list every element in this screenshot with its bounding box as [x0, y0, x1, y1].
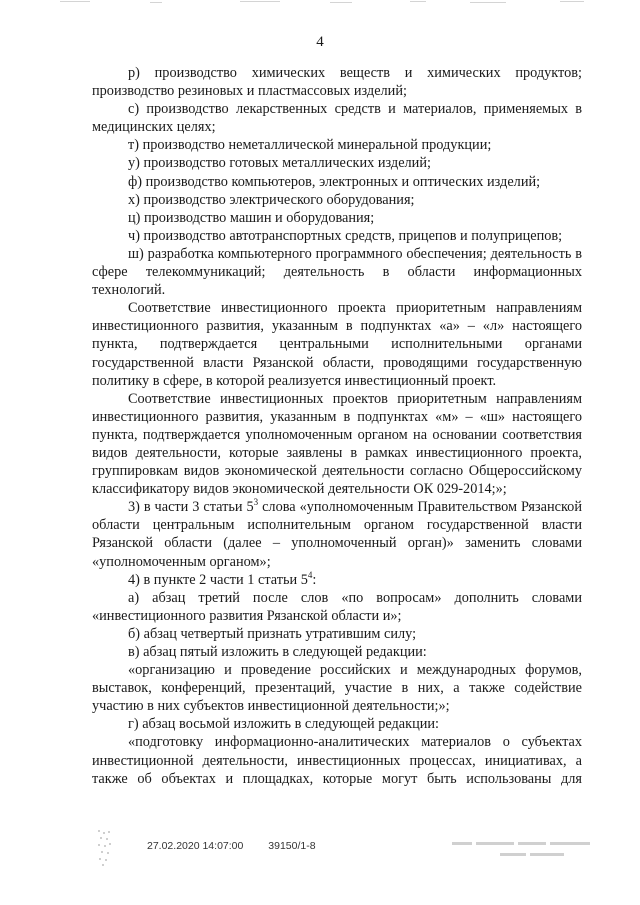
list-item-r: р) производство химических веществ и химических продуктов; производство резиновых и пластмассовых изделий; [92, 65, 582, 100]
list-item-f: ф) производство компьютеров, электронных и оптических изделий; [128, 173, 541, 190]
paragraph-compliance-a-l: Соответствие инвестиционного проекта приоритетным направлениям инвестиционного развития, указанным в подпунктах «а» – «л» настоящего пункта, подтверждается центральными исполнительными органами государственной власти Рязанской области, проводящими государственную политику в сфере, в которой реализуется инвестиционный проект. [92, 300, 582, 389]
amendment-item-4-lead: 4) в пункте 2 части 1 статьи 5 [128, 571, 308, 588]
list-item-u: у) производство готовых металлических изделий; [128, 155, 431, 172]
quoted-text-forums: «организацию и проведение российских и международных форумов, выставок, конференций, презентаций, участие в них, а также содействие участию в них субъектов инвестиционной деятельности;»; [92, 662, 582, 715]
scan-mark-icon [96, 828, 114, 868]
amendment-item-3-rest: слова «уполномоченным Правительством Рязанской области центральным исполнительным органом государственной власти Рязанской области (далее – уполномоченный орган)» заменить словами «уполномоченным органом»; [92, 499, 582, 570]
subitem-a: а) абзац третий после слов «по вопросам» дополнить словами «инвестиционного развития Рязанской области и»; [92, 589, 582, 624]
footer-timestamp: 27.02.2020 14:07:00 [147, 840, 244, 852]
subitem-g: г) абзац восьмой изложить в следующей редакции: [128, 716, 440, 733]
quoted-text-analytics: «подготовку информационно-аналитических материалов о субъектах инвестиционной деятельности, инвестиционных процессах, инициативах, а также об объектах и площадках, которые могут быть использованы для [92, 734, 582, 787]
list-item-ch: ч) производство автотранспортных средств, прицепов и полуприцепов; [128, 227, 563, 244]
amendment-item-3-sup: 3 [253, 497, 259, 508]
subitem-v: в) абзац пятый изложить в следующей редакции: [128, 644, 427, 660]
faded-stamp-mark [446, 838, 596, 862]
amendment-item-4 [92, 571, 582, 589]
footer-doc-id: 39150/1-8 [268, 840, 316, 852]
page-number: 4 [316, 34, 324, 50]
subitem-b: б) абзац четвертый признать утратившим силу; [128, 625, 417, 642]
document-body [92, 64, 582, 788]
amendment-item-3 [92, 498, 582, 570]
amendment-item-3-lead: 3) в части 3 статьи 5 [128, 499, 254, 516]
scan-edge-noise [0, 0, 640, 6]
amendment-item-4-sup: 4 [307, 569, 313, 580]
list-item-ts: ц) производство машин и оборудования; [128, 209, 375, 226]
paragraph-compliance-m-sh: Соответствие инвестиционных проектов приоритетным направлениям инвестиционного развития, указанным в подпунктах «м» – «ш» настоящего пункта, подтверждается уполномоченным органом на основании соответствия видов деятельности, которые заявлены в рамках инвестиционного проекта, группировкам видов экономической деятельности согласно Общероссийскому классификатору видов экономической деятельности ОК 029-2014;»; [92, 390, 582, 498]
amendment-item-4-rest: : [312, 571, 317, 588]
list-item-sh: ш) разработка компьютерного программного обеспечения; деятельность в сфере телекоммуникаций; деятельность в области информационных технологий. [92, 245, 582, 299]
footer [147, 840, 338, 852]
list-item-t: т) производство неметаллической минеральной продукции; [128, 137, 492, 154]
list-item-kh: х) производство электрического оборудования; [128, 191, 415, 208]
list-item-s: с) производство лекарственных средств и материалов, применяемых в медицинских целях; [92, 101, 582, 136]
